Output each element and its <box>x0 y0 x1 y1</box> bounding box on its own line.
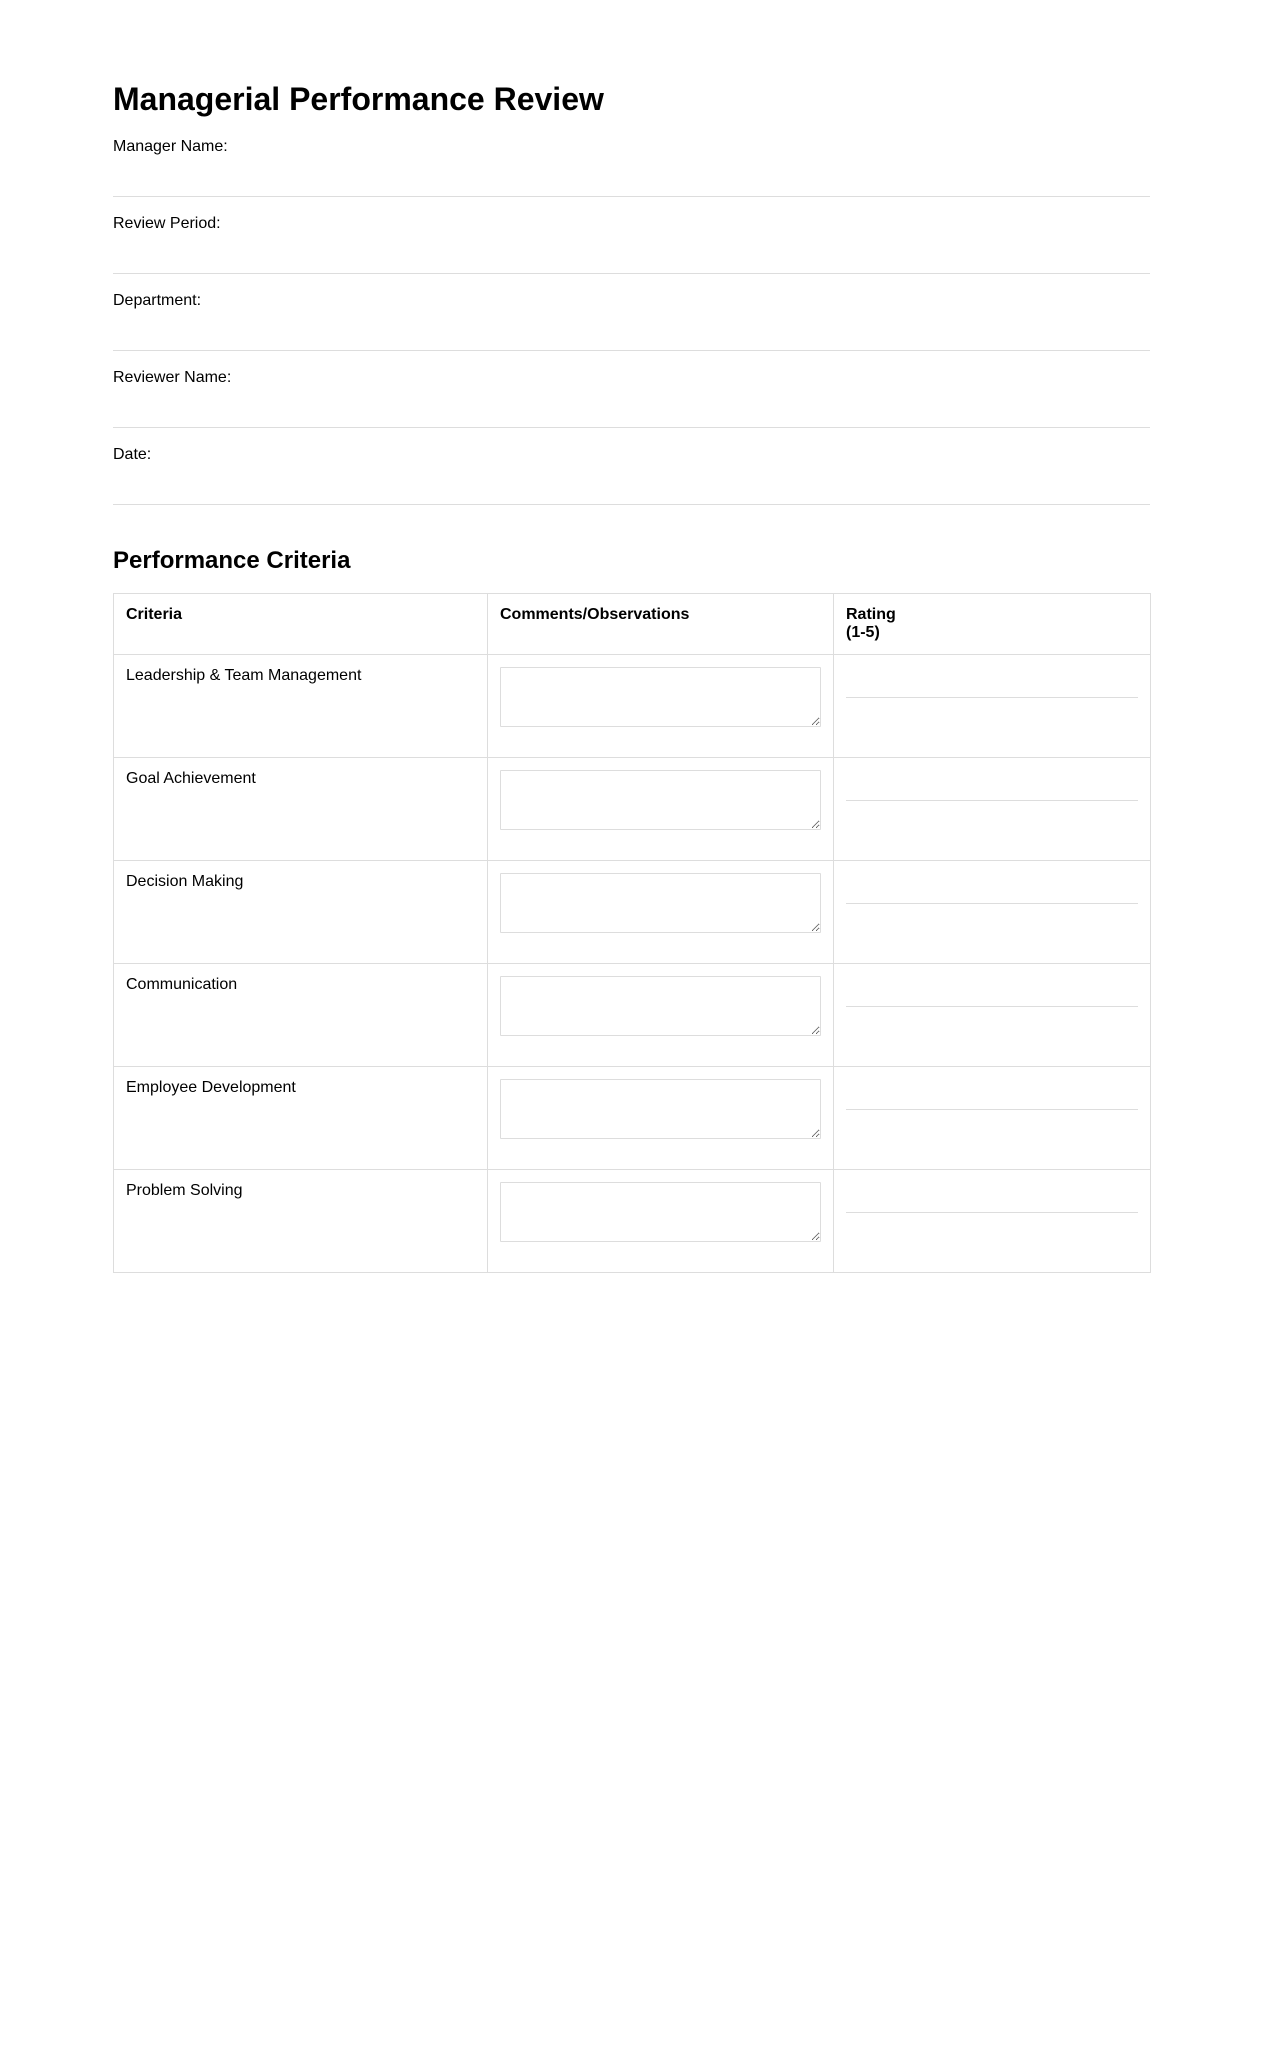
rating-header-range: (1-5) <box>846 624 880 641</box>
rating-cell <box>834 758 1151 861</box>
field-manager-name <box>113 138 1150 215</box>
section-title-performance-criteria: Performance Criteria <box>113 547 351 574</box>
table-row <box>114 1067 1151 1170</box>
criteria-table <box>113 593 1151 1273</box>
header-fields <box>113 138 1150 523</box>
rating-input[interactable] <box>846 667 1138 698</box>
comments-textarea[interactable] <box>500 873 821 933</box>
table-row <box>114 861 1151 964</box>
comments-cell <box>488 964 834 1067</box>
comments-textarea[interactable] <box>500 770 821 830</box>
criteria-name: Leadership & Team Management <box>114 655 488 758</box>
field-date <box>113 446 1150 523</box>
criteria-name: Decision Making <box>114 861 488 964</box>
table-row <box>114 758 1151 861</box>
manager-name-label: Manager Name: <box>113 138 228 155</box>
department-label: Department: <box>113 292 202 309</box>
rating-input[interactable] <box>846 976 1138 1007</box>
column-header-comments: Comments/Observations <box>488 594 834 655</box>
column-header-criteria: Criteria <box>114 594 488 655</box>
rating-input[interactable] <box>846 873 1138 904</box>
comments-textarea[interactable] <box>500 667 821 727</box>
comments-textarea[interactable] <box>500 1079 821 1139</box>
rating-cell <box>834 655 1151 758</box>
criteria-name: Problem Solving <box>114 1170 488 1273</box>
rating-cell <box>834 964 1151 1067</box>
review-period-label: Review Period: <box>113 215 221 232</box>
field-reviewer-name <box>113 369 1150 446</box>
comments-cell <box>488 655 834 758</box>
field-department <box>113 292 1150 369</box>
comments-cell <box>488 1067 834 1170</box>
comments-cell <box>488 758 834 861</box>
field-review-period <box>113 215 1150 292</box>
reviewer-name-input[interactable] <box>113 387 1150 428</box>
table-row <box>114 655 1151 758</box>
rating-input[interactable] <box>846 1079 1138 1110</box>
department-input[interactable] <box>113 310 1150 351</box>
comments-cell <box>488 1170 834 1273</box>
rating-cell <box>834 1170 1151 1273</box>
column-header-rating <box>834 594 1151 655</box>
page-title: Managerial Performance Review <box>113 81 604 117</box>
manager-name-input[interactable] <box>113 156 1150 197</box>
reviewer-name-label: Reviewer Name: <box>113 369 232 386</box>
criteria-name: Communication <box>114 964 488 1067</box>
rating-cell <box>834 1067 1151 1170</box>
table-header-row <box>114 594 1151 655</box>
comments-cell <box>488 861 834 964</box>
rating-header-label: Rating <box>846 606 896 623</box>
table-row <box>114 964 1151 1067</box>
criteria-name: Employee Development <box>114 1067 488 1170</box>
comments-textarea[interactable] <box>500 1182 821 1242</box>
date-label: Date: <box>113 446 152 463</box>
criteria-name: Goal Achievement <box>114 758 488 861</box>
rating-input[interactable] <box>846 770 1138 801</box>
date-input[interactable] <box>113 464 1150 505</box>
comments-textarea[interactable] <box>500 976 821 1036</box>
table-row <box>114 1170 1151 1273</box>
review-period-input[interactable] <box>113 233 1150 274</box>
rating-input[interactable] <box>846 1182 1138 1213</box>
rating-cell <box>834 861 1151 964</box>
